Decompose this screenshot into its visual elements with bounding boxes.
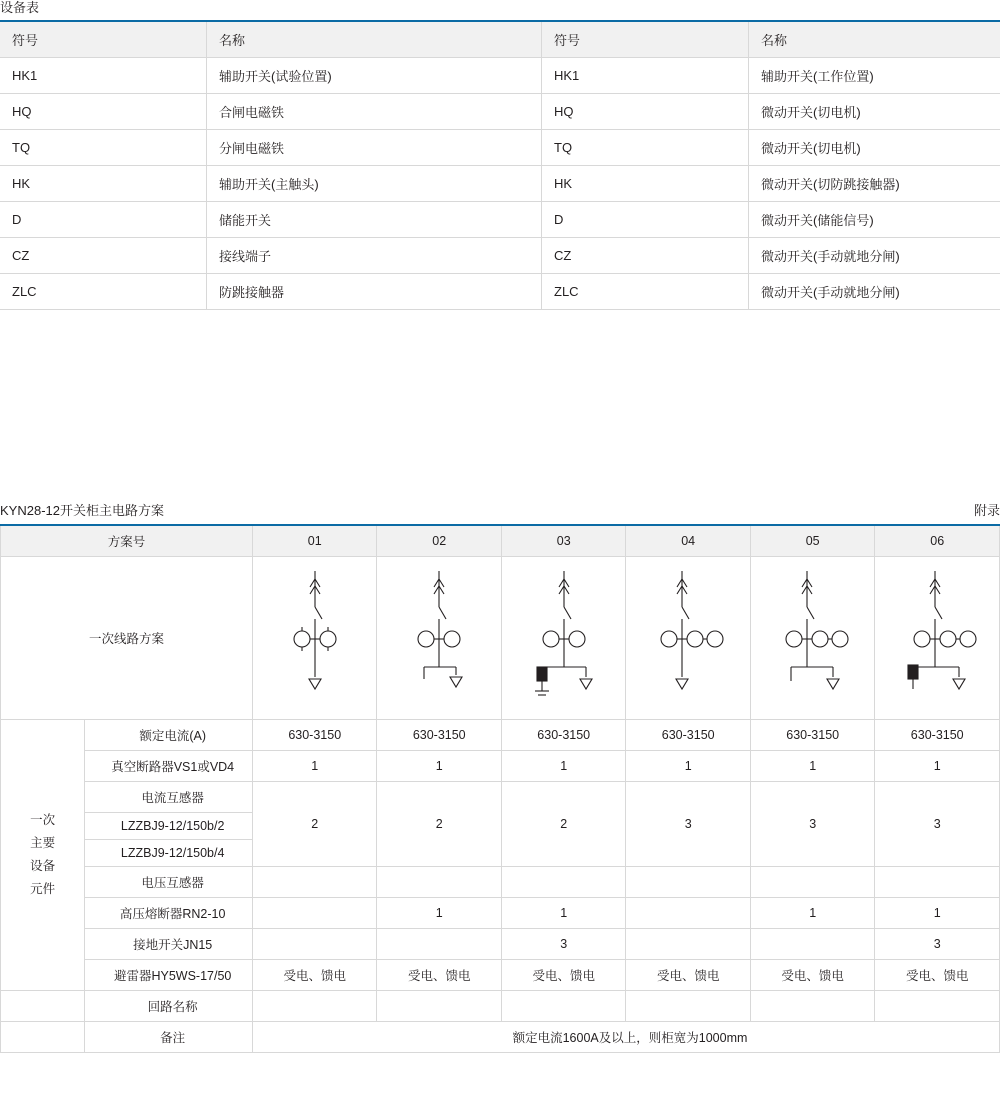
equipment-header-name-1: 名称 (207, 21, 542, 58)
cell-vt-03 (501, 867, 625, 898)
cell-symbol-1: HK1 (0, 58, 207, 94)
cell-arrester-04: 受电、馈电 (626, 960, 750, 991)
cell-vcb-05: 1 (750, 751, 874, 782)
table-row (0, 274, 1000, 310)
cell-es-06: 3 (875, 929, 1000, 960)
cell-circuit-name-03 (501, 991, 625, 1022)
cell-rated-current-01: 630-3150 (253, 720, 377, 751)
row-label-current-transformer: 电流互感器 (85, 782, 253, 813)
table-row (0, 202, 1000, 238)
circuit-diagram-02 (377, 557, 501, 720)
cell-vcb-06: 1 (875, 751, 1000, 782)
equipment-header-name-2: 名称 (749, 21, 1000, 58)
single-line-diagram-icon (879, 567, 999, 709)
cell-symbol-1: TQ (0, 130, 207, 166)
scheme-number-05: 05 (750, 525, 874, 557)
cell-circuit-name-01 (253, 991, 377, 1022)
cell-arrester-03: 受电、馈电 (501, 960, 625, 991)
equipment-header-symbol-1: 符号 (0, 21, 207, 58)
row-label-remark: 备注 (85, 1022, 253, 1053)
table-row (1, 929, 1000, 960)
group-label-primary-equipment (1, 720, 85, 991)
group-label-line-2: 主要 (30, 836, 56, 850)
row-label-lzzbj9-4: LZZBJ9-12/150b/4 (85, 840, 253, 867)
primary-circuit-label: 一次线路方案 (1, 557, 253, 720)
scheme-number-01: 01 (253, 525, 377, 557)
row-label-arrester: 避雷器HY5WS-17/50 (85, 960, 253, 991)
cell-symbol-2: HK1 (542, 58, 749, 94)
cell-name-1: 分闸电磁铁 (207, 130, 542, 166)
group-label-line-3: 设备 (30, 859, 56, 873)
table-row (1, 991, 1000, 1022)
single-line-diagram-icon (384, 567, 494, 709)
cell-vcb-03: 1 (501, 751, 625, 782)
cell-name-2: 微动开关(手动就地分闸) (749, 274, 1000, 310)
cell-name-1: 辅助开关(主触头) (207, 166, 542, 202)
cell-symbol-1: HQ (0, 94, 207, 130)
scheme-table-section (0, 500, 1000, 1053)
cell-ct-03: 2 (501, 782, 625, 867)
cell-rated-current-05: 630-3150 (750, 720, 874, 751)
row-label-earthing-switch: 接地开关JN15 (85, 929, 253, 960)
cell-vcb-02: 1 (377, 751, 501, 782)
circuit-diagram-05 (750, 557, 874, 720)
cell-ct-05: 3 (750, 782, 874, 867)
scheme-title: KYN28-12开关柜主电路方案 (0, 503, 164, 518)
scheme-section-header (0, 500, 1000, 524)
single-line-diagram-icon (260, 567, 370, 709)
scheme-no-label: 方案号 (1, 525, 253, 557)
cell-remark-value: 额定电流1600A及以上，则柜宽为1000mm (253, 1022, 1000, 1053)
cell-name-2: 微动开关(切防跳接触器) (749, 166, 1000, 202)
row-label-fuse: 高压熔断器RN2-10 (85, 898, 253, 929)
cell-fuse-04 (626, 898, 750, 929)
equipment-table-header-row (0, 21, 1000, 58)
cell-arrester-05: 受电、馈电 (750, 960, 874, 991)
cell-name-1: 接线端子 (207, 238, 542, 274)
cell-symbol-2: TQ (542, 130, 749, 166)
cell-ct-06: 3 (875, 782, 1000, 867)
cell-symbol-1: ZLC (0, 274, 207, 310)
cell-circuit-name-02 (377, 991, 501, 1022)
cell-vcb-01: 1 (253, 751, 377, 782)
appendix-label: 附录 (973, 503, 1000, 518)
group-label-line-4: 元件 (30, 882, 56, 896)
cell-vt-01 (253, 867, 377, 898)
cell-ct-04: 3 (626, 782, 750, 867)
cell-arrester-01: 受电、馈电 (253, 960, 377, 991)
table-row (1, 720, 1000, 751)
cell-ct-01: 2 (253, 782, 377, 867)
scheme-number-04: 04 (626, 525, 750, 557)
cell-name-2: 微动开关(储能信号) (749, 202, 1000, 238)
table-row (0, 58, 1000, 94)
circuit-diagram-01 (253, 557, 377, 720)
table-row (1, 867, 1000, 898)
cell-circuit-name-05 (750, 991, 874, 1022)
table-row (0, 166, 1000, 202)
cell-es-04 (626, 929, 750, 960)
cell-name-2: 微动开关(手动就地分闸) (749, 238, 1000, 274)
cell-symbol-2: HK (542, 166, 749, 202)
primary-circuit-row (1, 557, 1000, 720)
cell-es-02 (377, 929, 501, 960)
cell-circuit-name-04 (626, 991, 750, 1022)
cell-symbol-2: D (542, 202, 749, 238)
cell-vcb-04: 1 (626, 751, 750, 782)
group-label-line-1: 一次 (30, 813, 56, 827)
scheme-number-02: 02 (377, 525, 501, 557)
blank-cell (1, 991, 85, 1022)
cell-vt-02 (377, 867, 501, 898)
equipment-table (0, 20, 1000, 310)
equipment-table-caption: 设备表 (0, 0, 40, 15)
cell-name-2: 微动开关(切电机) (749, 94, 1000, 130)
cell-symbol-2: ZLC (542, 274, 749, 310)
cell-symbol-1: CZ (0, 238, 207, 274)
cell-vt-05 (750, 867, 874, 898)
table-row (0, 130, 1000, 166)
cell-symbol-2: CZ (542, 238, 749, 274)
row-label-circuit-name: 回路名称 (85, 991, 253, 1022)
cell-name-1: 防跳接触器 (207, 274, 542, 310)
cell-name-1: 合闸电磁铁 (207, 94, 542, 130)
cell-es-03: 3 (501, 929, 625, 960)
single-line-diagram-icon (506, 567, 626, 709)
scheme-number-06: 06 (875, 525, 1000, 557)
scheme-table (0, 524, 1000, 1053)
table-row (1, 782, 1000, 813)
cell-fuse-05: 1 (750, 898, 874, 929)
table-row (0, 94, 1000, 130)
blank-cell (1, 1022, 85, 1053)
row-label-rated-current: 额定电流(A) (85, 720, 253, 751)
cell-rated-current-03: 630-3150 (501, 720, 625, 751)
cell-arrester-02: 受电、馈电 (377, 960, 501, 991)
table-row (1, 960, 1000, 991)
circuit-diagram-03 (501, 557, 625, 720)
cell-arrester-06: 受电、馈电 (875, 960, 1000, 991)
cell-fuse-02: 1 (377, 898, 501, 929)
table-row (1, 751, 1000, 782)
cell-symbol-1: D (0, 202, 207, 238)
circuit-diagram-06 (875, 557, 1000, 720)
cell-es-05 (750, 929, 874, 960)
equipment-table-body (0, 58, 1000, 310)
cell-circuit-name-06 (875, 991, 1000, 1022)
single-line-diagram-icon (755, 567, 875, 709)
table-row (0, 238, 1000, 274)
equipment-table-head (0, 21, 1000, 58)
scheme-number-03: 03 (501, 525, 625, 557)
cell-es-01 (253, 929, 377, 960)
cell-rated-current-06: 630-3150 (875, 720, 1000, 751)
cell-vt-04 (626, 867, 750, 898)
cell-rated-current-04: 630-3150 (626, 720, 750, 751)
cell-name-1: 辅助开关(试验位置) (207, 58, 542, 94)
cell-name-2: 微动开关(切电机) (749, 130, 1000, 166)
circuit-diagram-04 (626, 557, 750, 720)
cell-name-1: 储能开关 (207, 202, 542, 238)
cell-fuse-01 (253, 898, 377, 929)
cell-vt-06 (875, 867, 1000, 898)
table-row (1, 1022, 1000, 1053)
cell-name-2: 辅助开关(工作位置) (749, 58, 1000, 94)
cell-fuse-03: 1 (501, 898, 625, 929)
row-label-voltage-transformer: 电压互感器 (85, 867, 253, 898)
equipment-table-section (0, 0, 1000, 310)
cell-rated-current-02: 630-3150 (377, 720, 501, 751)
row-label-lzzbj9-2: LZZBJ9-12/150b/2 (85, 813, 253, 840)
row-label-vcb: 真空断路器VS1或VD4 (85, 751, 253, 782)
table-row (1, 898, 1000, 929)
cell-symbol-2: HQ (542, 94, 749, 130)
cell-ct-02: 2 (377, 782, 501, 867)
single-line-diagram-icon (630, 567, 750, 709)
scheme-header-row (1, 525, 1000, 557)
equipment-header-symbol-2: 符号 (542, 21, 749, 58)
cell-fuse-06: 1 (875, 898, 1000, 929)
cell-symbol-1: HK (0, 166, 207, 202)
